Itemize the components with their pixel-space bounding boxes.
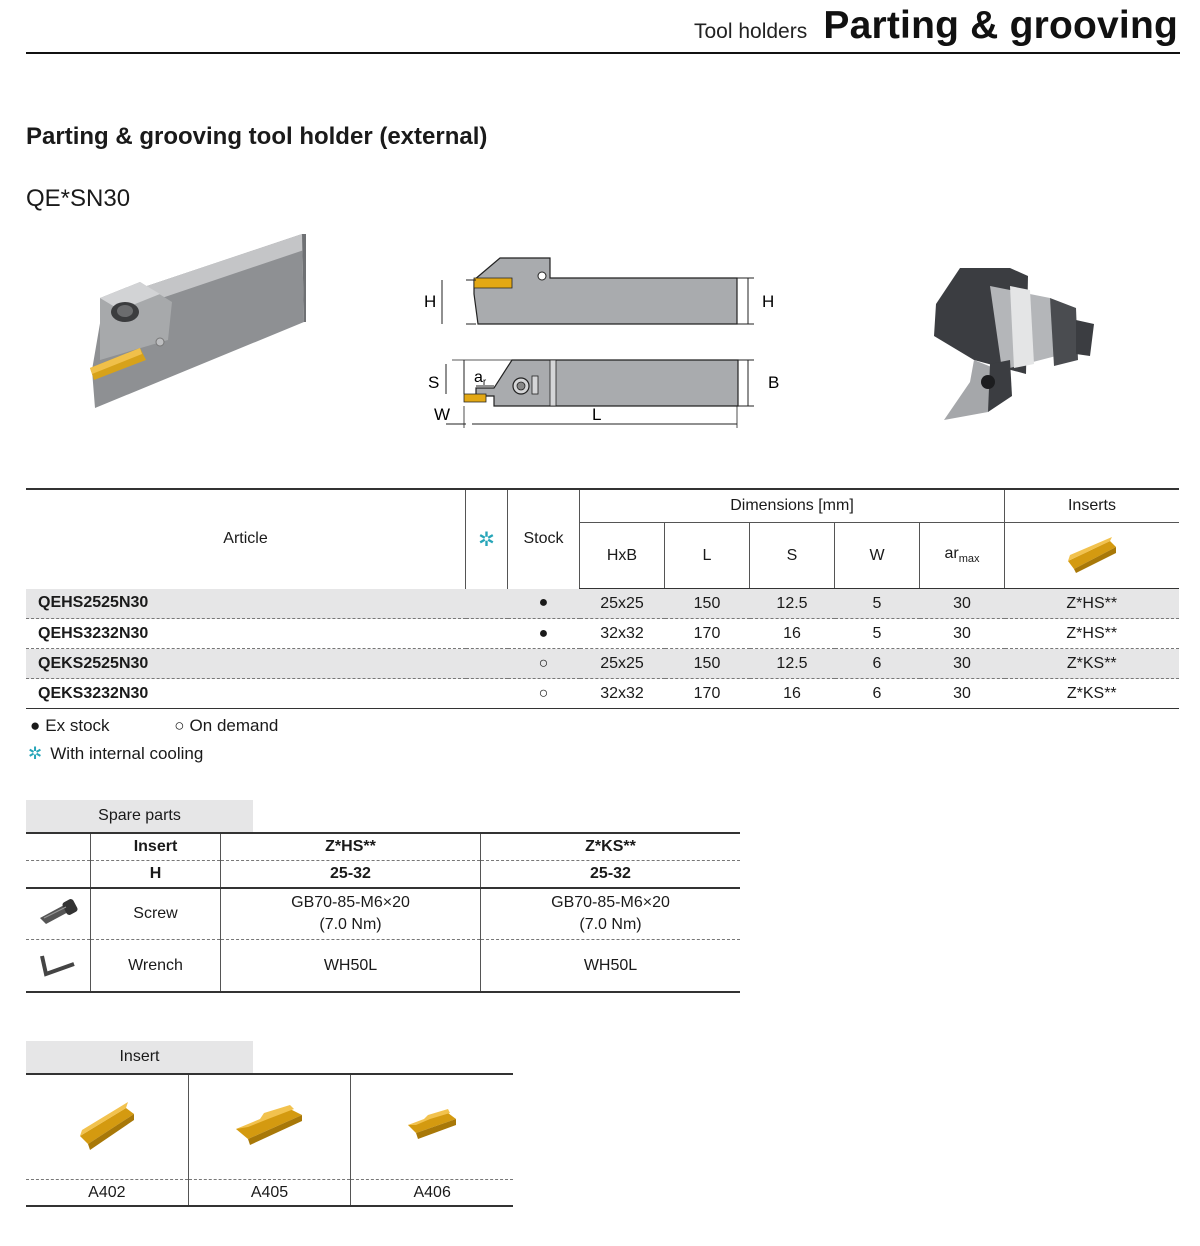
article-code: QEKS2525N30 <box>26 649 466 679</box>
hxb-value: 32x32 <box>580 619 665 649</box>
stock-symbol: ● <box>508 589 580 619</box>
l-value: 150 <box>665 649 750 679</box>
l-value: 150 <box>665 589 750 619</box>
spare-parts-table <box>26 832 740 993</box>
label-s: S <box>428 373 440 392</box>
wrench-icon <box>26 940 91 993</box>
hxb-value: 32x32 <box>580 679 665 709</box>
spare-insert-label: Insert <box>91 833 221 861</box>
ar-value: 30 <box>920 589 1005 619</box>
s-value: 16 <box>750 679 835 709</box>
insert-table <box>26 1073 513 1207</box>
ar-value: 30 <box>920 649 1005 679</box>
cooling-legend: ✲ With internal cooling <box>28 744 204 763</box>
article-code: QEHS2525N30 <box>26 589 466 619</box>
w-value: 5 <box>835 589 920 619</box>
s-value: 12.5 <box>750 649 835 679</box>
insert-value: Z*KS** <box>1005 649 1180 679</box>
insert-a406-image <box>351 1074 513 1180</box>
insert-a402-label: A402 <box>26 1180 188 1207</box>
stock-symbol: ○ <box>508 649 580 679</box>
l-value: 170 <box>665 619 750 649</box>
label-l: L <box>592 405 602 424</box>
header-inserts: Inserts <box>1005 489 1180 523</box>
screw-icon <box>26 888 91 940</box>
insert-header-image <box>1005 523 1180 589</box>
screw-spec-col2: GB70-85-M6×20 (7.0 Nm) <box>481 888 741 940</box>
section-title: Parting & grooving tool holder (external) <box>26 123 488 150</box>
wrench-spec-col1: WH50L <box>221 940 481 993</box>
label-h-left: H <box>424 292 437 311</box>
header-article: Article <box>26 489 466 589</box>
wrench-label: Wrench <box>91 940 221 993</box>
spare-col1-h: 25-32 <box>221 861 481 889</box>
article-table <box>26 488 1179 709</box>
cooling-header-icon: ✲ <box>466 489 508 589</box>
tool-holder-3d-image <box>80 230 310 415</box>
stock-legend <box>30 716 338 736</box>
s-value: 12.5 <box>750 589 835 619</box>
article-code: QEKS3232N30 <box>26 679 466 709</box>
hxb-value: 25x25 <box>580 589 665 619</box>
stock-symbol: ○ <box>508 679 580 709</box>
header-w: W <box>835 523 920 589</box>
spare-col1-insert: Z*HS** <box>221 833 481 861</box>
header-divider <box>26 52 1180 54</box>
header-hxb: HxB <box>580 523 665 589</box>
stock-symbol: ● <box>508 619 580 649</box>
header-dimensions: Dimensions [mm] <box>580 489 1005 523</box>
label-h-right: H <box>762 292 775 311</box>
screw-spec-col1: GB70-85-M6×20 (7.0 Nm) <box>221 888 481 940</box>
ar-value: 30 <box>920 619 1005 649</box>
cooling-icon: ✲ <box>28 744 43 763</box>
wrench-spec-col2: WH50L <box>481 940 741 993</box>
header-ar: $ar_{max}$ <box>920 523 1005 589</box>
spare-col2-insert: Z*KS** <box>481 833 741 861</box>
spare-col2-h: 25-32 <box>481 861 741 889</box>
label-w: W <box>434 405 451 424</box>
article-code: QEHS3232N30 <box>26 619 466 649</box>
label-ar: ar <box>474 369 487 388</box>
table-row <box>26 679 1179 709</box>
screw-label: Screw <box>91 888 221 940</box>
table-row <box>26 619 1179 649</box>
insert-a405-label: A405 <box>188 1180 351 1207</box>
insert-a406-label: A406 <box>351 1180 513 1207</box>
header-s: S <box>750 523 835 589</box>
insert-icon <box>1062 533 1122 573</box>
header-l: L <box>665 523 750 589</box>
w-value: 5 <box>835 619 920 649</box>
label-b: B <box>768 373 780 392</box>
s-value: 16 <box>750 619 835 649</box>
header-subtitle: Tool holders <box>694 20 808 43</box>
l-value: 170 <box>665 679 750 709</box>
ar-value: 30 <box>920 679 1005 709</box>
table-row <box>26 589 1179 619</box>
ex-stock-legend: ● Ex stock <box>30 716 110 735</box>
insert-value: Z*HS** <box>1005 589 1180 619</box>
header-title: Parting & grooving <box>823 4 1178 47</box>
insert-section-label: Insert <box>26 1041 253 1073</box>
insert-a405-image <box>188 1074 351 1180</box>
w-value: 6 <box>835 649 920 679</box>
spare-parts-label: Spare parts <box>26 800 253 832</box>
spare-h-label: H <box>91 861 221 889</box>
insert-a402-image <box>26 1074 188 1180</box>
table-row <box>26 649 1179 679</box>
header-stock: Stock <box>508 489 580 589</box>
machine-spindle-image <box>930 264 1100 424</box>
dimension-drawing <box>416 248 786 433</box>
hxb-value: 25x25 <box>580 649 665 679</box>
insert-value: Z*HS** <box>1005 619 1180 649</box>
w-value: 6 <box>835 679 920 709</box>
insert-value: Z*KS** <box>1005 679 1180 709</box>
on-demand-legend: ○ On demand <box>174 716 279 735</box>
model-code: QE*SN30 <box>26 185 131 212</box>
